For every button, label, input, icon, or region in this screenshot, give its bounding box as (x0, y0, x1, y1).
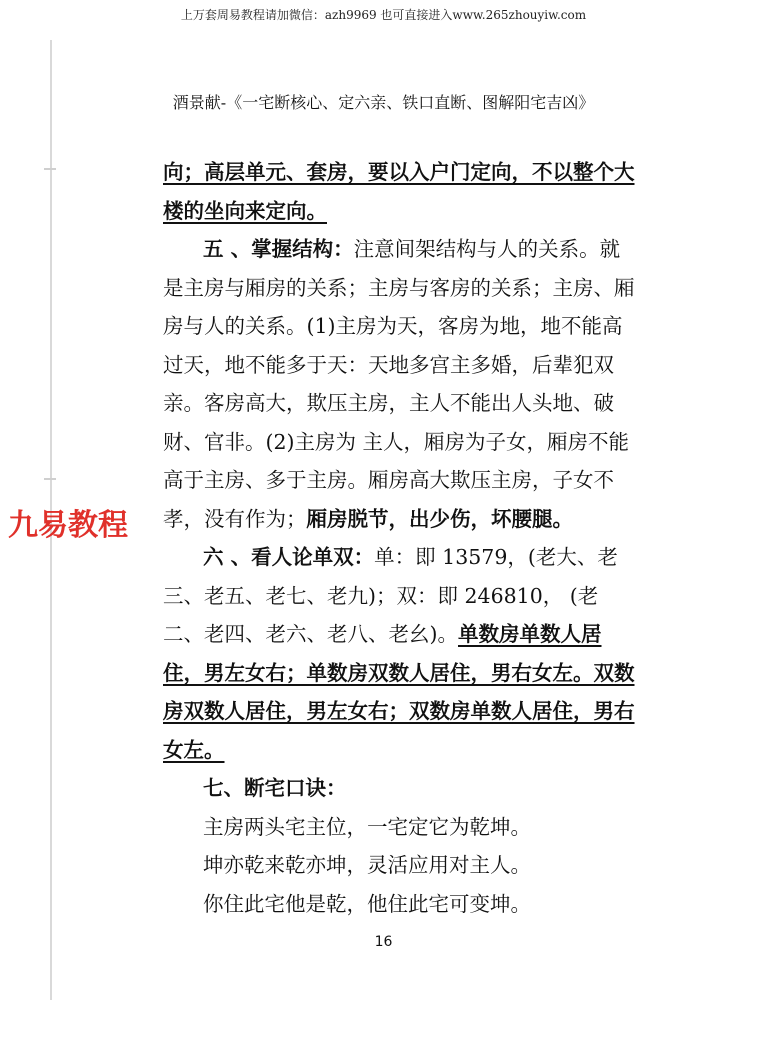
scan-margin-tick (44, 168, 56, 170)
page-number: 16 (374, 934, 393, 950)
poem-line: 主房两头宅主位，一宅定它为乾坤。 (203, 814, 531, 839)
section-6-underlined-text: 单数房单数人居住，男左女右；单数房双数人居住，男右女左。双数房双数人居住，男左女右；双数房单数人居住，男右女左。 (163, 622, 635, 762)
section-7-heading: 七、断宅口诀： (203, 776, 347, 800)
top-note: 上万套周易教程请加微信：azh9969 也可直接进入www.265zhouyiw.com (180, 8, 587, 22)
paragraph-orientation: 向；高层单元、套房，要以入户门定向，不以整个大楼的坐向来定向。 (163, 160, 635, 223)
section-5-bold-text: 厢房脱节，出少伤，坏腰腿。 (306, 506, 573, 531)
document-title: 酒景献-《一宅断核心、定六亲、铁口直断、图解阳宅吉凶》 (172, 93, 595, 112)
body-text (163, 153, 639, 923)
section-6-text: 单：即 13579，(老大、老三、老五、老七、老九)；双：即 246810， (老二、老四、老六、老八、老幺)。 (163, 545, 618, 646)
section-5-heading: 五 、掌握结构： (203, 237, 354, 261)
scan-margin-tick (44, 478, 56, 480)
poem-line: 你住此宅他是乾，他住此宅可变坤。 (203, 891, 531, 916)
paragraph-odd-even (163, 538, 639, 769)
watermark-logo: 九易教程 (8, 508, 128, 543)
poem-line: 坤亦乾来乾亦坤，灵活应用对主人。 (203, 853, 531, 877)
section-6-heading: 六 、看人论单双： (203, 545, 375, 569)
paragraph-structure (163, 230, 639, 538)
section-5-text: 注意间架结构与人的关系。就是主房与厢房的关系；主房与客房的关系；主房、厢房与人的关系。(1)主房为天，客房为地，地不能高过天，地不能多于天：天地多宫主多婚，后辈犯双亲。客房高大，欺压主房，主人不能出人头地、破财、官非。(2)主房为 主人，厢房为子女，厢房不能高于主房、多于主房。厢房高大欺压主房，子女不孝，没有作为； (163, 237, 635, 531)
